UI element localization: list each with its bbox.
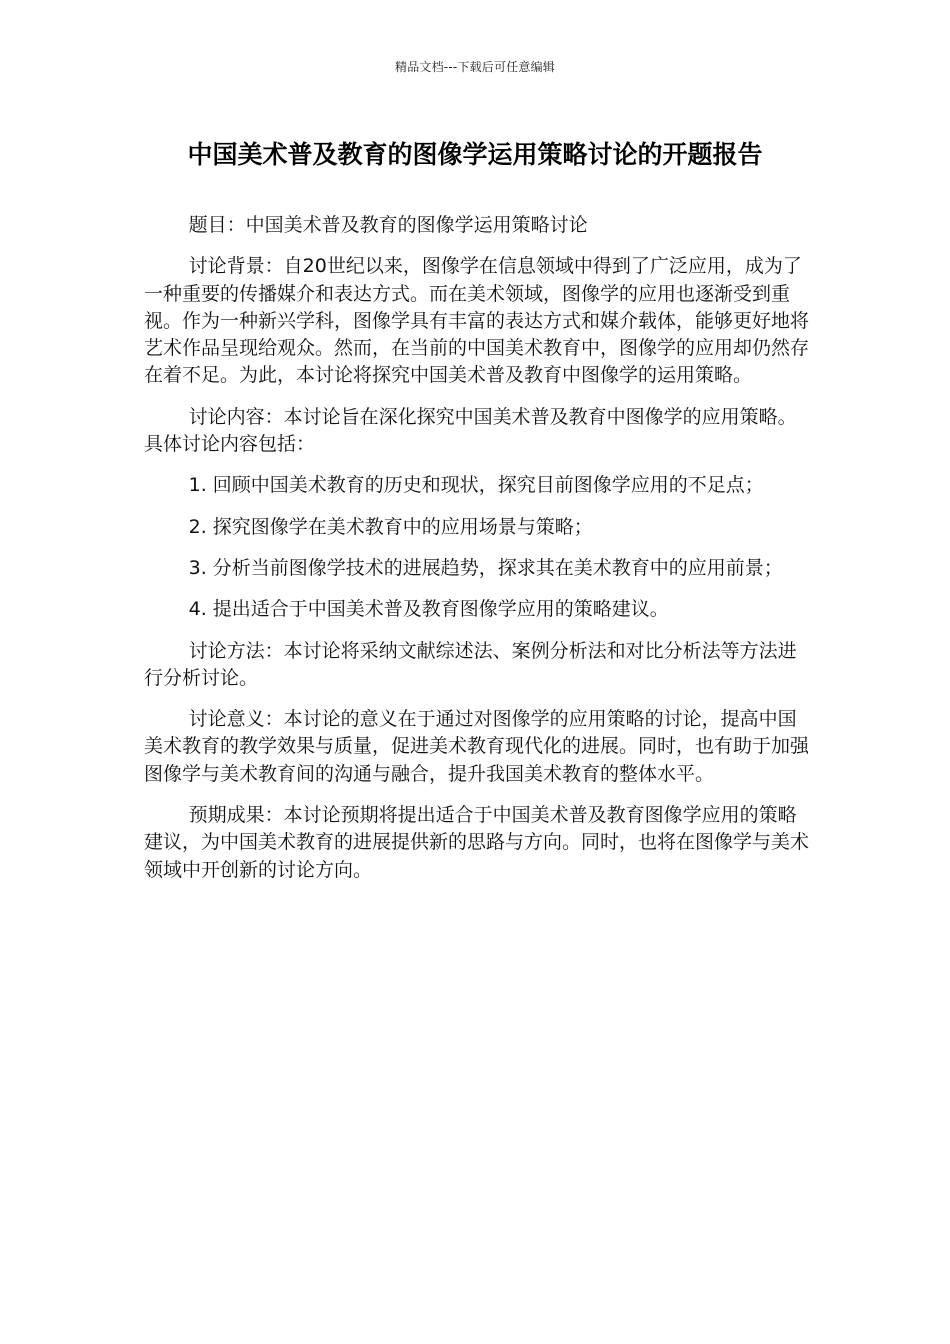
document-title: 中国美术普及教育的图像学运用策略讨论的开题报告 — [187, 140, 763, 169]
list-item-1: 1. 回顾中国美术教育的历史和现状，探究目前图像学应用的不足点； — [188, 474, 764, 497]
document-body — [144, 212, 810, 898]
paragraph-method: 讨论方法：本讨论将采纳文献综述法、案例分析法和对比分析法等方法进行分析讨论。 — [144, 639, 797, 689]
list-item-4: 4. 提出适合于中国美术普及教育图像学应用的策略建议。 — [188, 598, 669, 621]
paragraph-expected-results: 预期成果：本讨论预期将提出适合于中国美术普及教育图像学应用的策略建议，为中国美术教育的进展提供新的思路与方向。同时，也将在图像学与美术领域中开创新的讨论方向。 — [144, 804, 810, 881]
paragraph-significance: 讨论意义：本讨论的意义在于通过对图像学的应用策略的讨论，提高中国美术教育的教学效果与质量，促进美术教育现代化的进展。同时，也有助于加强图像学与美术教育间的沟通与融合，提升我国美术教育的整体水平。 — [144, 708, 810, 785]
paragraph-background: 讨论背景：自20世纪以来，图像学在信息领域中得到了广泛应用，成为了一种重要的传播媒介和表达方式。而在美术领域，图像学的应用也逐渐受到重视。作为一种新兴学科，图像学具有丰富的表达方式和媒介载体，能够更好地将艺术作品呈现给观众。然而，在当前的中国美术教育中，图像学的应用却仍然存在着不足。为此，本讨论将探究中国美术普及教育中图像学的运用策略。 — [144, 255, 810, 387]
list-item-2: 2. 探究图像学在美术教育中的应用场景与策略； — [188, 515, 593, 538]
list-item-3: 3. 分析当前图像学技术的进展趋势，探求其在美术教育中的应用前景； — [188, 556, 783, 579]
paragraph-content: 讨论内容：本讨论旨在深化探究中国美术普及教育中图像学的应用策略。具体讨论内容包括： — [144, 405, 797, 456]
paragraph-topic: 题目：中国美术普及教育的图像学运用策略讨论 — [188, 214, 588, 236]
header-note: 精品文档---下载后可任意编辑 — [395, 60, 555, 74]
